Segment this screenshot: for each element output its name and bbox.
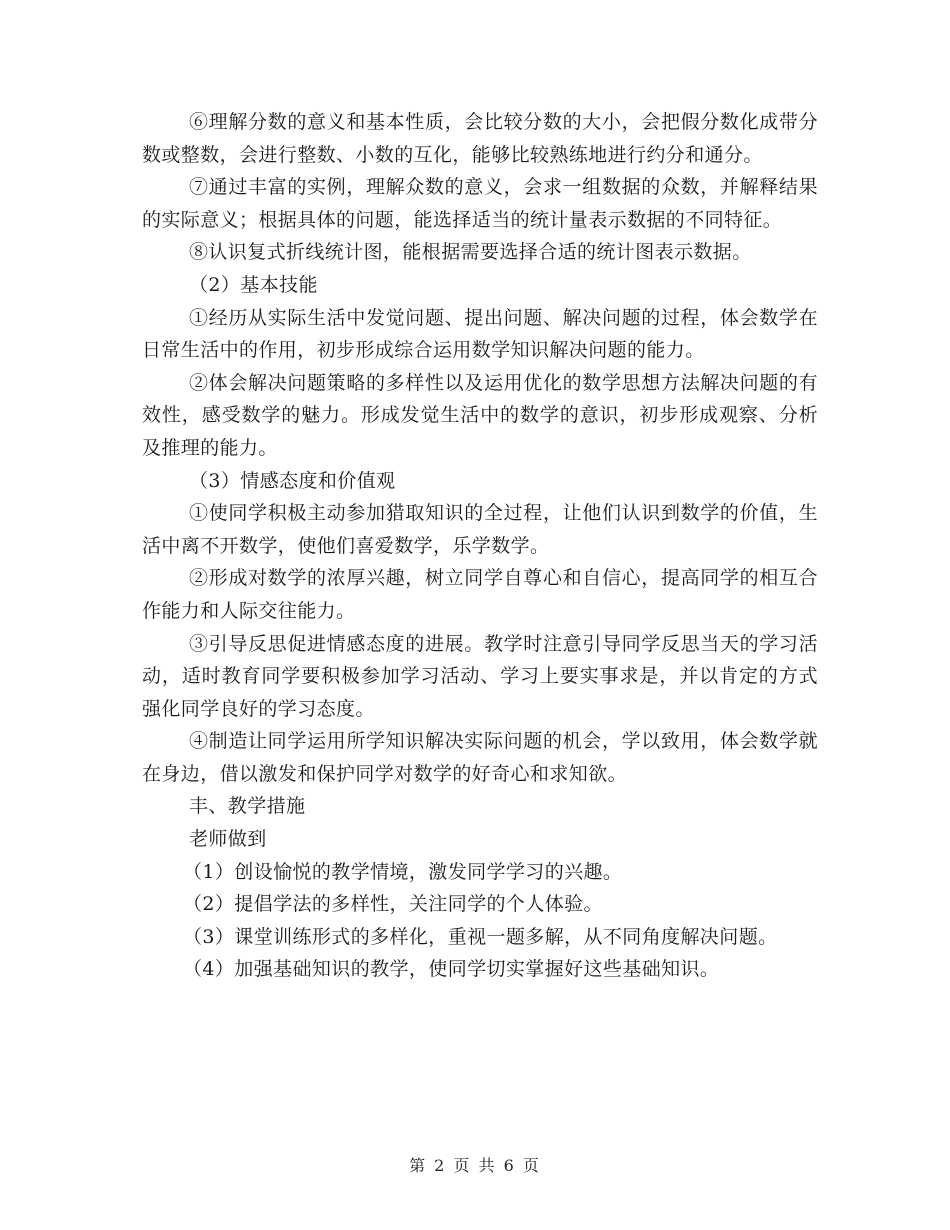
measure-item-1: （1）创设愉悦的教学情境，激发同学学习的兴趣。 — [183, 860, 623, 883]
skill-item-1: ①经历从实际生活中发觉问题、提出问题、解决问题的过程，体会数学在日常生活中的作用，初步形成综合运用数学知识解决问题的能力。 — [142, 306, 818, 362]
paragraph-8: ⑧认识复式折线统计图，能根据需要选择合适的统计图表示数据。 — [189, 241, 752, 264]
measure-item-2: （2）提倡学法的多样性，关注同学的个人体验。 — [183, 893, 603, 916]
section-heading-emotion-values: （3）情感态度和价值观 — [189, 469, 396, 492]
emotion-item-4: ④制造让同学运用所学知识解决实际问题的机会，学以致用，体会数学就在身边，借以激发和保护同学对数学的好奇心和求知欲。 — [142, 730, 818, 785]
measure-item-4: （4）加强基础知识的教学，使同学切实掌握好这些基础知识。 — [183, 958, 720, 981]
paragraph-6: ⑥理解分数的意义和基本性质，会比较分数的大小，会把假分数化成带分数或整数，会进行整数、小数的互化，能够比较熟练地进行约分和通分。 — [142, 111, 818, 166]
section-heading-teaching-measures: 丰、教学措施 — [189, 795, 306, 818]
page-number-footer: 第 2 页 共 6 页 — [409, 1156, 541, 1175]
paragraph-7: ⑦通过丰富的实例，理解众数的意义，会求一组数据的众数，并解释结果的实际意义；根据具体的问题，能选择适当的统计量表示数据的不同特征。 — [142, 176, 818, 231]
teacher-subheading: 老师做到 — [189, 828, 267, 851]
document-body — [142, 106, 818, 986]
measure-item-3: （3）课堂训练形式的多样化，重视一题多解，从不同角度解决问题。 — [183, 925, 778, 948]
section-heading-basic-skills: （2）基本技能 — [189, 273, 318, 296]
skill-item-2: ②体会解决问题策略的多样性以及运用优化的数学思想方法解决问题的有效性，感受数学的魅力。形成发觉生活中的数学的意识，初步形成观察、分析及推理的能力。 — [142, 371, 818, 459]
emotion-item-2: ②形成对数学的浓厚兴趣，树立同学自尊心和自信心，提高同学的相互合作能力和人际交往能力。 — [142, 567, 818, 622]
emotion-item-3: ③引导反思促进情感态度的进展。教学时注意引导同学反思当天的学习活动，适时教育同学要积极参加学习活动、学习上要实事求是，并以肯定的方式强化同学良好的学习态度。 — [142, 632, 818, 720]
emotion-item-1: ①使同学积极主动参加猎取知识的全过程，让他们认识到数学的价值，生活中离不开数学，使他们喜爱数学，乐学数学。 — [142, 502, 818, 557]
